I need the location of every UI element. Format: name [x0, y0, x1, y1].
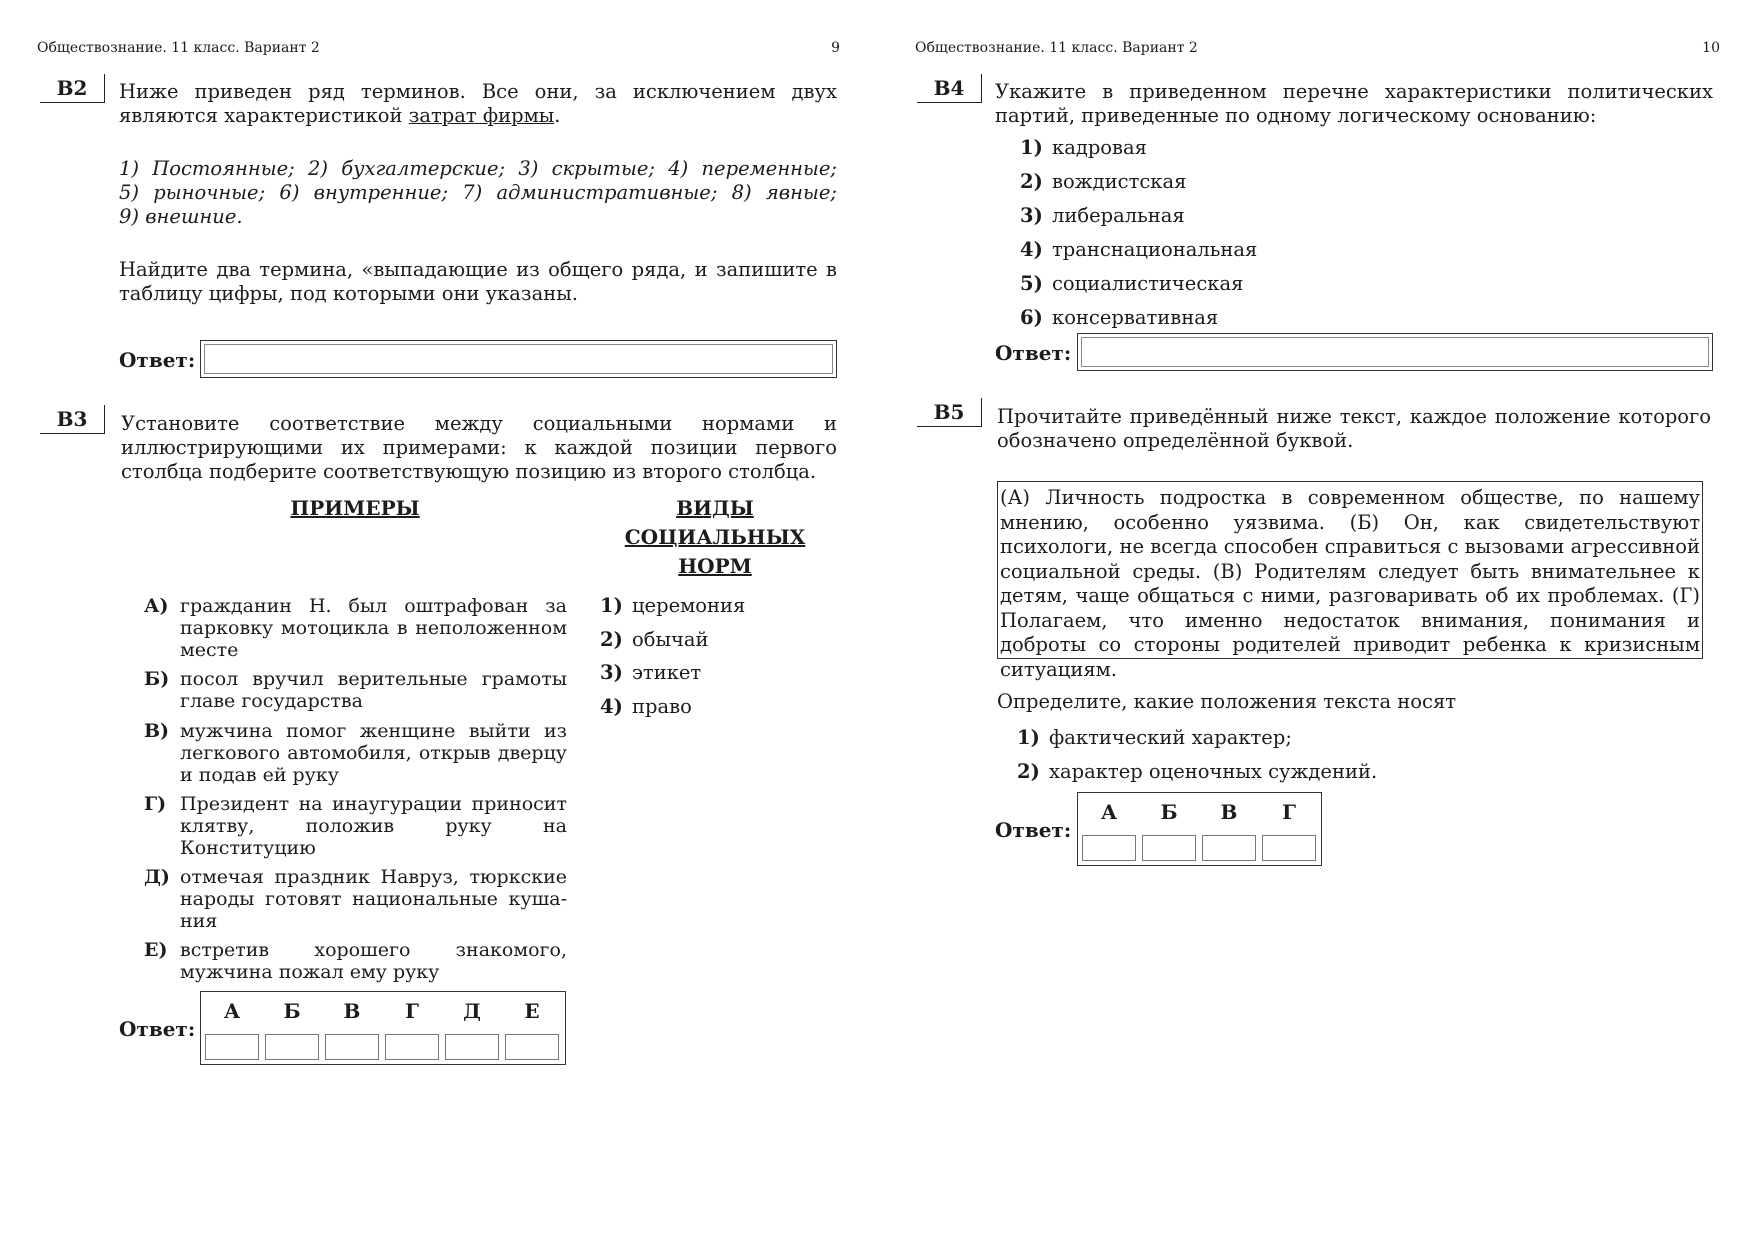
- b3-type-4: [600, 695, 692, 719]
- b5-option-1: [1017, 726, 1292, 750]
- b3-example-text: Президент на инаугурации приносит клятву, положив руку на Конституцию: [180, 793, 567, 859]
- b3-example-text: встретив хорошего знакомого, мужчина пожал ему руку: [180, 939, 567, 983]
- b3-grid-letter: А: [223, 999, 241, 1023]
- b4-option-mark: 3): [1020, 204, 1043, 227]
- b2-terms-line-1: 1) Постоянные; 2) бухгалтерские; 3) скрытые; 4) переменные;: [119, 157, 837, 180]
- b3-example-g: [144, 793, 567, 859]
- b3-grid-letter: В: [343, 999, 361, 1023]
- b4-option-text: вождистская: [1052, 170, 1187, 193]
- b5-grid-letter: А: [1100, 800, 1118, 824]
- b5-text-frame: (А) Личность подростка в современном обществе, по нашему мнению, особенно уязвима. (Б) Он, как свидетельствуют психологи, не всегда способен справиться с вызовами агрессивной социальной среды. (В) Родителям следует быть внимательнее к детям, чаще общаться с ними, разговаривать об их проблемах. (Г) Полагаем, что именно недостаток внимания, понимания и доброты со стороны родителей приводит ребенка к кризисным ситуациям.: [997, 481, 1703, 659]
- b3-example-mark: В): [144, 720, 170, 742]
- b2-intro-end: .: [554, 104, 561, 127]
- page-right: [877, 0, 1754, 1239]
- question-label-b5: B5: [917, 398, 982, 427]
- b4-option-text: кадровая: [1052, 136, 1147, 159]
- b3-col-examples-head: ПРИМЕРЫ: [290, 496, 420, 520]
- b5-option-2: [1017, 760, 1377, 784]
- b4-option-2: [1020, 170, 1186, 194]
- b3-example-a: [144, 595, 567, 661]
- b3-example-text: мужчина помог женщине выйти из легкового автомобиля, открыв дверцу и подав ей руку: [180, 720, 567, 786]
- b3-example-mark: Е): [144, 939, 168, 961]
- b3-col-types-head-3: НОРМ: [678, 554, 752, 578]
- b3-type-mark: 2): [600, 628, 623, 651]
- b3-grid-box-g[interactable]: [385, 1034, 439, 1060]
- b2-intro: [119, 80, 837, 128]
- b5-option-mark: 2): [1017, 760, 1040, 783]
- b3-grid-box-d[interactable]: [445, 1034, 499, 1060]
- b3-type-mark: 3): [600, 661, 623, 684]
- b3-col-types-head-2: СОЦИАЛЬНЫХ: [624, 525, 806, 549]
- b4-option-5: [1020, 272, 1243, 296]
- question-label-b3: B3: [40, 405, 105, 434]
- b3-example-text: посол вручил верительные грамоты главе государства: [180, 668, 567, 712]
- b3-intro: Установите соответствие между социальными нормами и иллюстрирующими их примерами: к каждой позиции первого столбца подберите соответствующую позицию из второго столбца.: [121, 412, 837, 483]
- b3-example-v: [144, 720, 567, 786]
- b4-answer-label: Ответ:: [995, 341, 1072, 365]
- b5-grid-letter: Г: [1282, 800, 1296, 824]
- b3-grid-letter: Е: [524, 999, 540, 1023]
- b3-type-3: [600, 661, 701, 685]
- b2-terms-line-3: 9) внешние.: [119, 205, 243, 228]
- page-header-title: Обществознание. 11 класс. Вариант 2: [37, 40, 320, 56]
- b3-example-mark: Б): [144, 668, 170, 690]
- b3-answer-grid: [200, 991, 566, 1065]
- b3-col-types-head-1: ВИДЫ: [676, 496, 754, 520]
- b4-option-mark: 2): [1020, 170, 1043, 193]
- b3-example-text: гражданин Н. был оштрафован за парковку мотоцикла в неположенном месте: [180, 595, 567, 661]
- b3-grid-box-e[interactable]: [505, 1034, 559, 1060]
- b4-option-text: социалистическая: [1052, 272, 1244, 295]
- b5-grid-box-g[interactable]: [1262, 835, 1316, 861]
- b3-type-text: обычай: [632, 628, 709, 651]
- b3-example-e: [144, 939, 567, 983]
- b3-grid-letter: Д: [463, 999, 481, 1023]
- b4-option-text: транснациональная: [1052, 238, 1258, 261]
- b4-intro: Укажите в приведенном перечне характеристики политических партий, приведенные по одному логическому основанию:: [995, 80, 1713, 127]
- b4-option-text: либеральная: [1052, 204, 1185, 227]
- b3-grid-letter: Г: [405, 999, 419, 1023]
- b5-option-mark: 1): [1017, 726, 1040, 749]
- b5-intro: Прочитайте приведённый ниже текст, каждое положение которого обозначено определённой буквой.: [997, 405, 1711, 452]
- b4-option-mark: 4): [1020, 238, 1043, 261]
- b4-option-3: [1020, 204, 1185, 228]
- b2-intro-text: Ниже приведен ряд терминов. Все они, за исключением двух являются характеристикой: [119, 80, 837, 127]
- b3-grid-box-b[interactable]: [265, 1034, 319, 1060]
- b4-option-text: консервативная: [1052, 306, 1219, 329]
- b3-answer-label: Ответ:: [119, 1017, 196, 1041]
- b2-intro-term: затрат фирмы: [408, 104, 555, 127]
- b2-answer-label: Ответ:: [119, 348, 196, 372]
- b4-option-mark: 5): [1020, 272, 1043, 295]
- b2-task: Найдите два термина, «выпадающие из общего ряда, и запишите в таблицу цифры, под которыми они указаны.: [119, 258, 837, 305]
- b3-example-b: [144, 668, 567, 712]
- b5-grid-letter: В: [1220, 800, 1238, 824]
- b5-option-text: характер оценочных суждений.: [1049, 760, 1378, 783]
- b3-type-text: этикет: [632, 661, 702, 684]
- b5-grid-box-a[interactable]: [1082, 835, 1136, 861]
- b3-example-d: [144, 866, 567, 932]
- question-label-b2: B2: [40, 74, 105, 103]
- page-header-title: Обществознание. 11 класс. Вариант 2: [915, 40, 1198, 56]
- question-label-b4: B4: [917, 74, 982, 103]
- b3-type-mark: 4): [600, 695, 623, 718]
- b4-option-mark: 6): [1020, 306, 1043, 329]
- b3-example-mark: Д): [144, 866, 170, 888]
- b3-type-text: церемония: [632, 594, 746, 617]
- b5-option-text: фактический характер;: [1049, 726, 1292, 749]
- b3-type-mark: 1): [600, 594, 623, 617]
- b4-option-4: [1020, 238, 1257, 262]
- b3-type-text: право: [632, 695, 692, 718]
- b3-grid-letter: Б: [283, 999, 301, 1023]
- b4-option-6: [1020, 306, 1218, 330]
- b3-type-2: [600, 628, 709, 652]
- b4-option-mark: 1): [1020, 136, 1043, 159]
- b2-terms-line-2: 5) рыночные; 6) внутренние; 7) административные; 8) явные;: [119, 181, 837, 204]
- b5-answer-label: Ответ:: [995, 818, 1072, 842]
- page-number: 9: [831, 40, 840, 56]
- b4-answer-field[interactable]: [1077, 333, 1713, 371]
- page-number: 10: [1702, 40, 1720, 56]
- b5-grid-box-b[interactable]: [1142, 835, 1196, 861]
- b5-grid-box-v[interactable]: [1202, 835, 1256, 861]
- b3-type-1: [600, 594, 745, 618]
- b2-answer-field[interactable]: [200, 340, 837, 378]
- b5-task: Определите, какие положения текста носят: [997, 690, 1457, 713]
- b3-example-text: отмечая праздник Навруз, тюркские народы готовят национальные куша-ния: [180, 866, 567, 932]
- b3-grid-box-a[interactable]: [205, 1034, 259, 1060]
- b5-answer-grid: [1077, 792, 1322, 866]
- b3-grid-box-v[interactable]: [325, 1034, 379, 1060]
- b3-example-mark: Г): [144, 793, 167, 815]
- b5-grid-letter: Б: [1160, 800, 1178, 824]
- b4-option-1: [1020, 136, 1147, 160]
- b3-example-mark: А): [144, 595, 169, 617]
